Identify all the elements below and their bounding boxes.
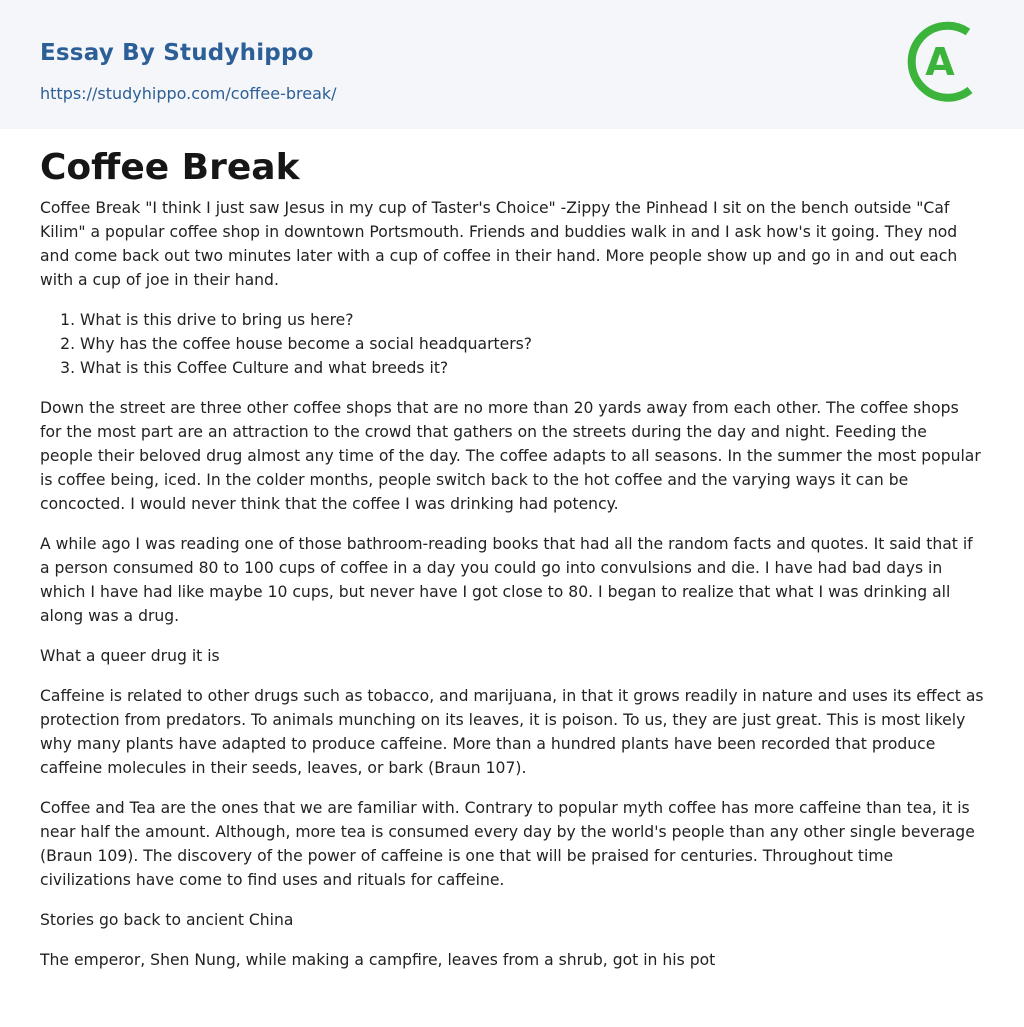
site-header — [0, 0, 1024, 129]
body-paragraph: Down the street are three other coffee shops that are no more than 20 yards away from each other. The coffee shops for the most part are an attraction to the crowd that gathers on the streets during the day and night. Feeding the people their beloved drug almost any time of the day. The coffee adapts to all seasons. In the summer the most popular is coffee being, iced. In the colder months, people switch back to the hot coffee and the varying ways it can be concocted. I would never think that the coffee I was drinking had potency. — [40, 399, 981, 513]
article-title: Coffee Break — [40, 147, 300, 188]
intro-paragraph: Coffee Break "I think I just saw Jesus in my cup of Taster's Choice" -Zippy the Pinhead I sit on the bench outside "Caf Kilim" a popular coffee shop in downtown Portsmouth. Friends and buddies walk in and I ask how's it going. They nod and come back out two minutes later with a cup of coffee in their hand. More people show up and go in and out each with a cup of joe in their hand. — [40, 199, 958, 289]
site-title[interactable]: Essay By Studyhippo — [40, 40, 314, 66]
studyhippo-logo-icon[interactable] — [906, 18, 990, 106]
page-url-link[interactable]: https://studyhippo.com/coffee-break/ — [40, 84, 337, 103]
body-paragraph: Caffeine is related to other drugs such as tobacco, and marijuana, in that it grows readily in nature and uses its effect as protection from predators. To animals munching on its leaves, it is poison. To us, they are just great. This is most likely why many plants have adapted to produce caffeine. More than a hundred plants have been recorded that produce caffeine molecules in their seeds, leaves, or bark (Braun 107). — [40, 687, 984, 777]
list-item: 3. What is this Coffee Culture and what breeds it? — [80, 356, 984, 380]
questions-list — [40, 308, 984, 380]
list-item: 1. What is this drive to bring us here? — [80, 308, 984, 332]
body-paragraph: Coffee and Tea are the ones that we are familiar with. Contrary to popular myth coffee has more caffeine than tea, it is near half the amount. Although, more tea is consumed every day by the world's people than any other single beverage (Braun 109). The discovery of the power of caffeine is one that will be praised for centuries. Throughout time civilizations have come to find uses and rituals for caffeine. — [40, 799, 975, 889]
list-item: 2. Why has the coffee house become a social headquarters? — [80, 332, 984, 356]
section-heading-text: What a queer drug it is — [40, 647, 220, 665]
logo-letter: A — [925, 40, 955, 84]
section-heading-text: Stories go back to ancient China — [40, 911, 294, 929]
body-paragraph: A while ago I was reading one of those bathroom-reading books that had all the random facts and quotes. It said that if a person consumed 80 to 100 cups of coffee in a day you could go into convulsions and die. I have had bad days in which I have had like maybe 10 cups, but never have I got close to 80. I began to realize that what I was drinking all along was a drug. — [40, 535, 973, 625]
article — [40, 129, 984, 988]
body-paragraph: The emperor, Shen Nung, while making a campfire, leaves from a shrub, got in his pot — [40, 951, 716, 969]
